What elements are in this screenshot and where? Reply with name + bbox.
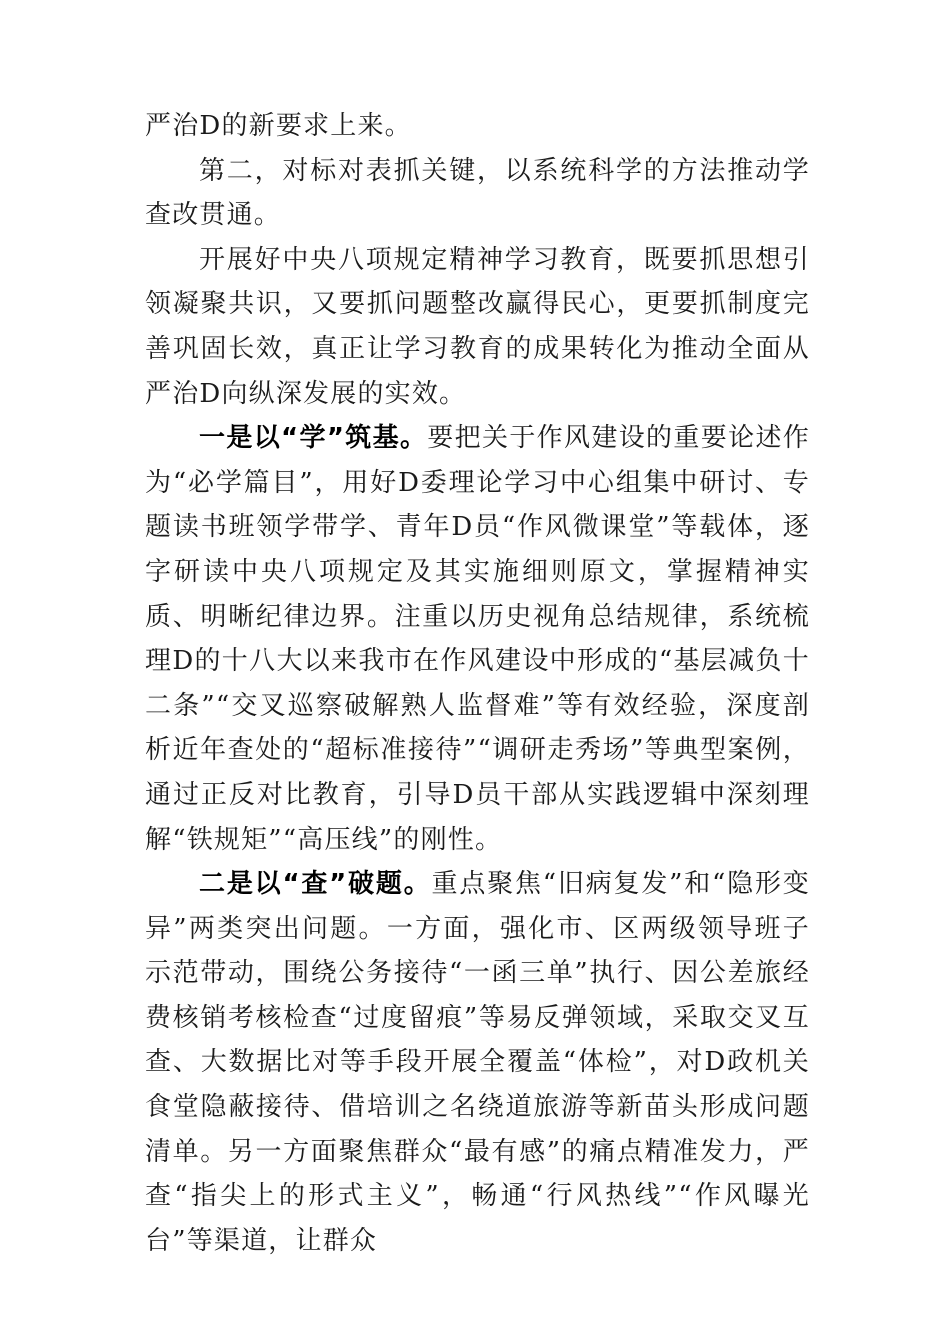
document-body: [145, 104, 810, 1263]
paragraph-lead-heading: 二是以“查”破题。: [199, 869, 432, 900]
paragraph-1: [145, 104, 810, 149]
paragraph-text: 重点聚焦“旧病复发”和“隐形变异”两类突出问题。一方面，强化市、区两级领导班子示范带动，围绕公务接待“一函三单”执行、因公差旅经费核销考核检查“过度留痕”等易反弹领域，采取交叉互查、大数据比对等手段开展全覆盖“体检”，对D政机关食堂隐蔽接待、借培训之名绕道旅游等新苗头形成问题清单。另一方面聚焦群众“最有感”的痛点精准发力，严查“指尖上的形式主义”，畅通“行风热线”“作风曝光台”等渠道，让群众: [145, 869, 810, 1256]
paragraph-5-inspect: [145, 862, 810, 1263]
paragraph-3: [145, 238, 810, 416]
paragraph-2-heading-second: [145, 149, 810, 238]
paragraph-text: 严治D的新要求上来。: [145, 111, 412, 141]
paragraph-text: 要把关于作风建设的重要论述作为“必学篇目”，用好D委理论学习中心组集中研讨、专题读书班领学带学、青年D员“作风微课堂”等载体，逐字研读中央八项规定及其实施细则原文，掌握精神实质、明晰纪律边界。注重以历史视角总结规律，系统梳理D的十八大以来我市在作风建设中形成的“基层减负十二条”“交叉巡察破解熟人监督难”等有效经验，深度剖析近年查处的“超标准接待”“调研走秀场”等典型案例，通过正反对比教育，引导D员干部从实践逻辑中深刻理解“铁规矩”“高压线”的刚性。: [145, 423, 810, 855]
paragraph-4-study: [145, 416, 810, 862]
paragraph-text: 开展好中央八项规定精神学习教育，既要抓思想引领凝聚共识，又要抓问题整改赢得民心，更要抓制度完善巩固长效，真正让学习教育的成果转化为推动全面从严治D向纵深发展的实效。: [145, 244, 810, 409]
paragraph-text: 第二，对标对表抓关键，以系统科学的方法推动学查改贯通。: [145, 155, 810, 231]
paragraph-lead-heading: 一是以“学”筑基。: [199, 423, 428, 454]
